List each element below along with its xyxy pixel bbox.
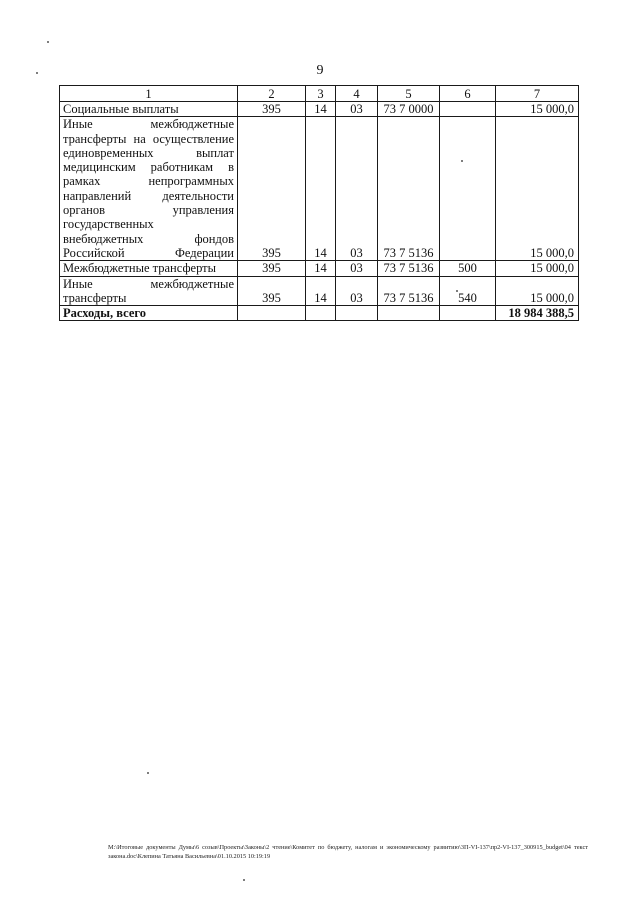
row-name: [60, 117, 238, 261]
row-amount: 15 000,0: [496, 261, 579, 276]
row-name-line: осуществление: [152, 131, 234, 146]
column-header-5: 5: [378, 86, 440, 102]
row-name-line: рамках непрограммных: [63, 174, 234, 189]
row-code-6: 540: [440, 276, 496, 306]
row-amount: 15 000,0: [496, 276, 579, 306]
row-name-line: органов управления: [63, 203, 234, 218]
row-name-line: внебюджетных фондов: [63, 231, 234, 246]
column-header-6: 6: [440, 86, 496, 102]
row-code-4: 03: [336, 261, 378, 276]
row-name-line: Иные межбюджетные: [63, 117, 234, 132]
row-amount: 15 000,0: [496, 117, 579, 261]
column-header-1: 1: [60, 86, 238, 102]
row-code-2: 395: [238, 261, 306, 276]
row-code-6: 500: [440, 261, 496, 276]
row-name-line: трансферты: [63, 290, 127, 305]
scan-speck: [243, 879, 245, 881]
row-name: Межбюджетные трансферты: [60, 261, 238, 276]
row-name-line: медицинским работникам в: [63, 160, 234, 175]
row-code-5: 73 7 0000: [378, 102, 440, 117]
row-name-line: Иные межбюджетные: [63, 276, 234, 291]
scan-speck: [147, 772, 149, 774]
table-row: [60, 117, 579, 261]
table-row: [60, 261, 579, 276]
scan-speck: [456, 290, 458, 292]
total-empty-cell: [238, 306, 306, 321]
column-header-7: 7: [496, 86, 579, 102]
footer-file-path: M:\Итоговые документы Думы\6 созыв\Проекты\Законы\2 чтение\Комитет по бюджету, налогам и экономическому развитию\3П-VI-137\пр2-VI-137_300915_budget\04 текст закона.doc\Клепина Татьяна Васильевна\01.10.2015 10:19:19: [108, 844, 588, 860]
row-code-2: 395: [238, 117, 306, 261]
budget-table: [59, 85, 579, 321]
row-name: Социальные выплаты: [60, 102, 238, 117]
row-code-4: 03: [336, 102, 378, 117]
total-empty-cell: [440, 306, 496, 321]
scan-speck: [47, 41, 49, 43]
row-code-3: 14: [306, 261, 336, 276]
column-header-2: 2: [238, 86, 306, 102]
scan-speck: [36, 72, 38, 74]
table-row: [60, 102, 579, 117]
page-number: 9: [316, 63, 324, 78]
table-header-row: [60, 86, 579, 102]
row-name-line: трансферты на: [63, 131, 146, 146]
total-row: [60, 306, 579, 321]
row-code-5: 73 7 5136: [378, 117, 440, 261]
row-name: [60, 276, 238, 306]
row-code-3: 14: [306, 117, 336, 261]
row-code-4: 03: [336, 276, 378, 306]
row-name-line: единовременных выплат: [63, 145, 234, 160]
row-code-2: 395: [238, 102, 306, 117]
row-code-2: 395: [238, 276, 306, 306]
column-header-3: 3: [306, 86, 336, 102]
total-empty-cell: [306, 306, 336, 321]
table-row: [60, 276, 579, 306]
row-name-line: Российской Федерации: [63, 245, 234, 260]
total-amount: 18 984 388,5: [496, 306, 579, 321]
row-code-4: 03: [336, 117, 378, 261]
row-amount: 15 000,0: [496, 102, 579, 117]
row-code-6: [440, 102, 496, 117]
row-code-5: 73 7 5136: [378, 261, 440, 276]
column-header-4: 4: [336, 86, 378, 102]
row-name-line: направлений деятельности: [63, 188, 234, 203]
total-empty-cell: [336, 306, 378, 321]
row-name-line: государственных: [63, 217, 154, 232]
row-code-6: [440, 117, 496, 261]
row-code-3: 14: [306, 276, 336, 306]
row-code-3: 14: [306, 102, 336, 117]
total-label: Расходы, всего: [60, 306, 238, 321]
row-code-5: 73 7 5136: [378, 276, 440, 306]
total-empty-cell: [378, 306, 440, 321]
scan-speck: [461, 160, 463, 162]
